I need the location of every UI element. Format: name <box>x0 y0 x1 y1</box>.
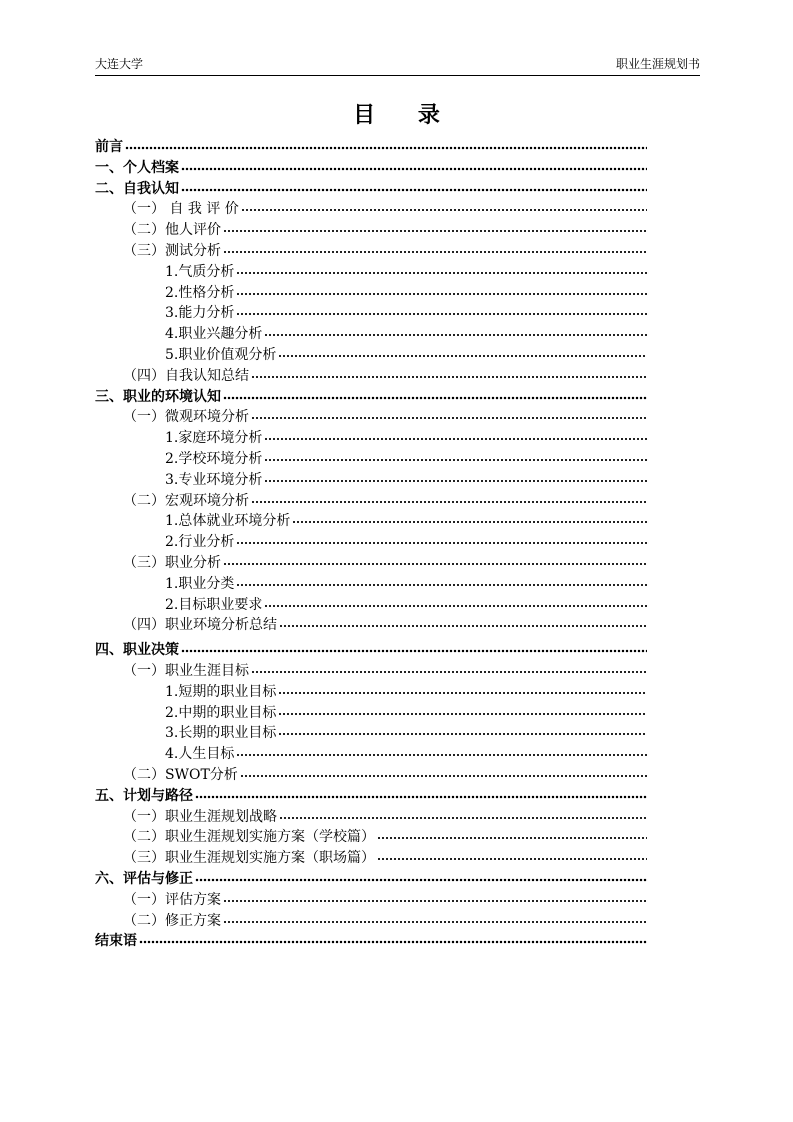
toc-dot-leader <box>236 539 647 547</box>
toc-entry-label: 1.总体就业环境分析 <box>165 513 291 530</box>
toc-dot-leader <box>264 331 647 339</box>
toc-entry-label: 前言 <box>95 139 123 155</box>
toc-entry-label: 2.目标职业要求 <box>165 596 263 613</box>
toc-dot-leader <box>236 310 647 318</box>
toc-dot-leader <box>223 227 647 235</box>
toc-entry[interactable] <box>165 323 647 344</box>
toc-entry-label: 5.职业价值观分析 <box>165 347 277 363</box>
toc-title: 目 录 <box>353 102 458 128</box>
toc-entry[interactable] <box>123 552 647 573</box>
toc-entry[interactable] <box>95 868 647 889</box>
toc-entry[interactable] <box>165 722 647 743</box>
toc-dot-leader <box>279 622 647 630</box>
toc-dot-leader <box>251 373 647 381</box>
toc-entry-label: 2.中期的职业目标 <box>165 704 277 721</box>
toc-entry-label: 4.人生目标 <box>165 746 235 763</box>
toc-dot-leader <box>236 751 647 759</box>
toc-dot-leader <box>264 477 647 485</box>
toc-dot-leader <box>292 518 647 526</box>
toc-entry[interactable] <box>95 930 647 951</box>
toc-dot-leader <box>279 814 647 822</box>
toc-dot-leader <box>223 394 647 402</box>
toc-entry[interactable] <box>165 594 647 615</box>
toc-dot-leader <box>264 456 647 464</box>
toc-entry-label: （一）职业生涯规划战略 <box>123 808 277 825</box>
toc-dot-leader <box>240 772 647 780</box>
toc-entry[interactable] <box>95 178 647 199</box>
toc-entry[interactable] <box>165 427 647 448</box>
toc-entry-label: 1.短期的职业目标 <box>165 683 277 700</box>
toc-entry[interactable] <box>123 490 647 511</box>
toc-dot-leader <box>181 186 647 194</box>
toc-dot-leader <box>236 269 647 277</box>
toc-entry-label: （一）职业生涯目标 <box>123 663 249 679</box>
toc-entry-label: 1.气质分析 <box>165 263 235 280</box>
toc-dot-leader <box>377 855 647 863</box>
toc-dot-leader <box>278 689 647 697</box>
toc-entry[interactable] <box>123 406 647 427</box>
toc-dot-leader <box>236 290 647 298</box>
toc-dot-leader <box>195 876 647 884</box>
toc-entry[interactable] <box>165 448 647 469</box>
toc-entry-label: （二）职业生涯规划实施方案（学校篇） <box>123 829 375 846</box>
toc-dot-leader <box>125 144 647 152</box>
toc-entry[interactable] <box>95 785 647 806</box>
toc-entry-label: 四、职业决策 <box>95 642 179 659</box>
page-header <box>95 55 700 76</box>
toc-entry-label: （二）宏观环境分析 <box>123 492 249 509</box>
toc-dot-leader <box>223 918 647 926</box>
header-school-name: 大连大学 <box>95 57 144 71</box>
toc-entry[interactable] <box>123 365 647 386</box>
toc-entry[interactable] <box>165 681 647 702</box>
toc-entry-label: （二）他人评价 <box>123 222 221 239</box>
toc-entry-label: （一）评估方案 <box>123 891 221 908</box>
toc-dot-leader <box>251 498 647 506</box>
toc-entry-label: 三、职业的环境认知 <box>95 388 221 405</box>
toc-entry[interactable] <box>165 531 647 552</box>
toc-entry-label: 结束语 <box>95 933 137 950</box>
toc-dot-leader <box>264 602 647 610</box>
toc-entry-label: 3.专业环境分析 <box>165 471 263 488</box>
toc-entry-label: 1.家庭环境分析 <box>165 430 263 447</box>
toc-entry[interactable] <box>165 573 647 594</box>
toc-entry-label: 3.能力分析 <box>165 305 235 322</box>
toc-entry[interactable] <box>165 261 647 282</box>
toc-entry[interactable] <box>123 614 647 635</box>
toc-dot-leader <box>278 352 647 360</box>
toc-entry-label: （三）职业生涯规划实施方案（职场篇） <box>123 850 375 867</box>
toc-dot-leader <box>223 897 647 905</box>
toc-entry-label: 2.性格分析 <box>165 284 235 301</box>
toc-entry-label: 五、计划与路径 <box>95 787 193 804</box>
toc-entry-label: 3.长期的职业目标 <box>165 725 277 742</box>
toc-entry-label: （四）职业环境分析总结 <box>123 617 277 634</box>
toc-dot-leader <box>223 560 647 568</box>
toc-dot-leader <box>181 165 647 173</box>
toc-entry[interactable] <box>95 386 647 407</box>
toc-entry-label: 六、评估与修正 <box>95 871 193 887</box>
toc-entry[interactable] <box>95 136 647 157</box>
toc-dot-leader <box>377 834 647 842</box>
toc-dot-leader <box>181 647 647 655</box>
toc-dot-leader <box>139 938 647 946</box>
toc-entry-label: （三）职业分析 <box>123 555 221 571</box>
toc-entry-label: 二、自我认知 <box>95 180 179 197</box>
toc-entry[interactable] <box>165 344 647 365</box>
toc-entry[interactable] <box>165 282 647 303</box>
toc-entry[interactable] <box>95 639 647 660</box>
toc-entry-label: （三）测试分析 <box>123 243 221 259</box>
toc-dot-leader <box>278 730 647 738</box>
toc-entry-label: 2.行业分析 <box>165 534 235 551</box>
toc-entry[interactable] <box>123 764 647 785</box>
toc-entry-label: 1.职业分类 <box>165 575 235 592</box>
toc-entry[interactable] <box>165 743 647 764</box>
toc-entry[interactable] <box>165 702 647 723</box>
toc-entry[interactable] <box>165 510 647 531</box>
toc-entry[interactable] <box>95 157 647 178</box>
toc-dot-leader <box>251 668 647 676</box>
toc-entry[interactable] <box>123 889 647 910</box>
toc-entry-label: （二）修正方案 <box>123 912 221 929</box>
toc-entry[interactable] <box>123 910 647 931</box>
toc-entry-label: （二）SWOT分析 <box>123 767 238 783</box>
toc-entry-label: 4.职业兴趣分析 <box>165 326 263 343</box>
toc-entry-label: （一） 自 我 评 价 <box>123 201 239 218</box>
toc-entry[interactable] <box>165 302 647 323</box>
toc-entry-label: （一）微观环境分析 <box>123 409 249 426</box>
toc-dot-leader <box>241 206 647 214</box>
toc-entry[interactable] <box>123 219 647 240</box>
toc-dot-leader <box>251 414 647 422</box>
toc-dot-leader <box>264 435 647 443</box>
toc-entry[interactable] <box>123 826 647 847</box>
toc-dot-leader <box>236 581 647 589</box>
toc-entry[interactable] <box>123 240 647 261</box>
toc-entry[interactable] <box>123 660 647 681</box>
toc-entry[interactable] <box>165 469 647 490</box>
toc-entry[interactable] <box>123 847 647 868</box>
header-document-title: 职业生涯规划书 <box>615 57 700 71</box>
toc-entry-label: （四）自我认知总结 <box>123 367 249 384</box>
toc-entry-label: 2.学校环境分析 <box>165 451 263 467</box>
toc-entry[interactable] <box>123 198 647 219</box>
toc-dot-leader <box>278 710 647 718</box>
toc-entry[interactable] <box>123 806 647 827</box>
toc-entry-label: 一、个人档案 <box>95 159 179 176</box>
toc-dot-leader <box>195 793 647 801</box>
toc-dot-leader <box>223 248 647 256</box>
